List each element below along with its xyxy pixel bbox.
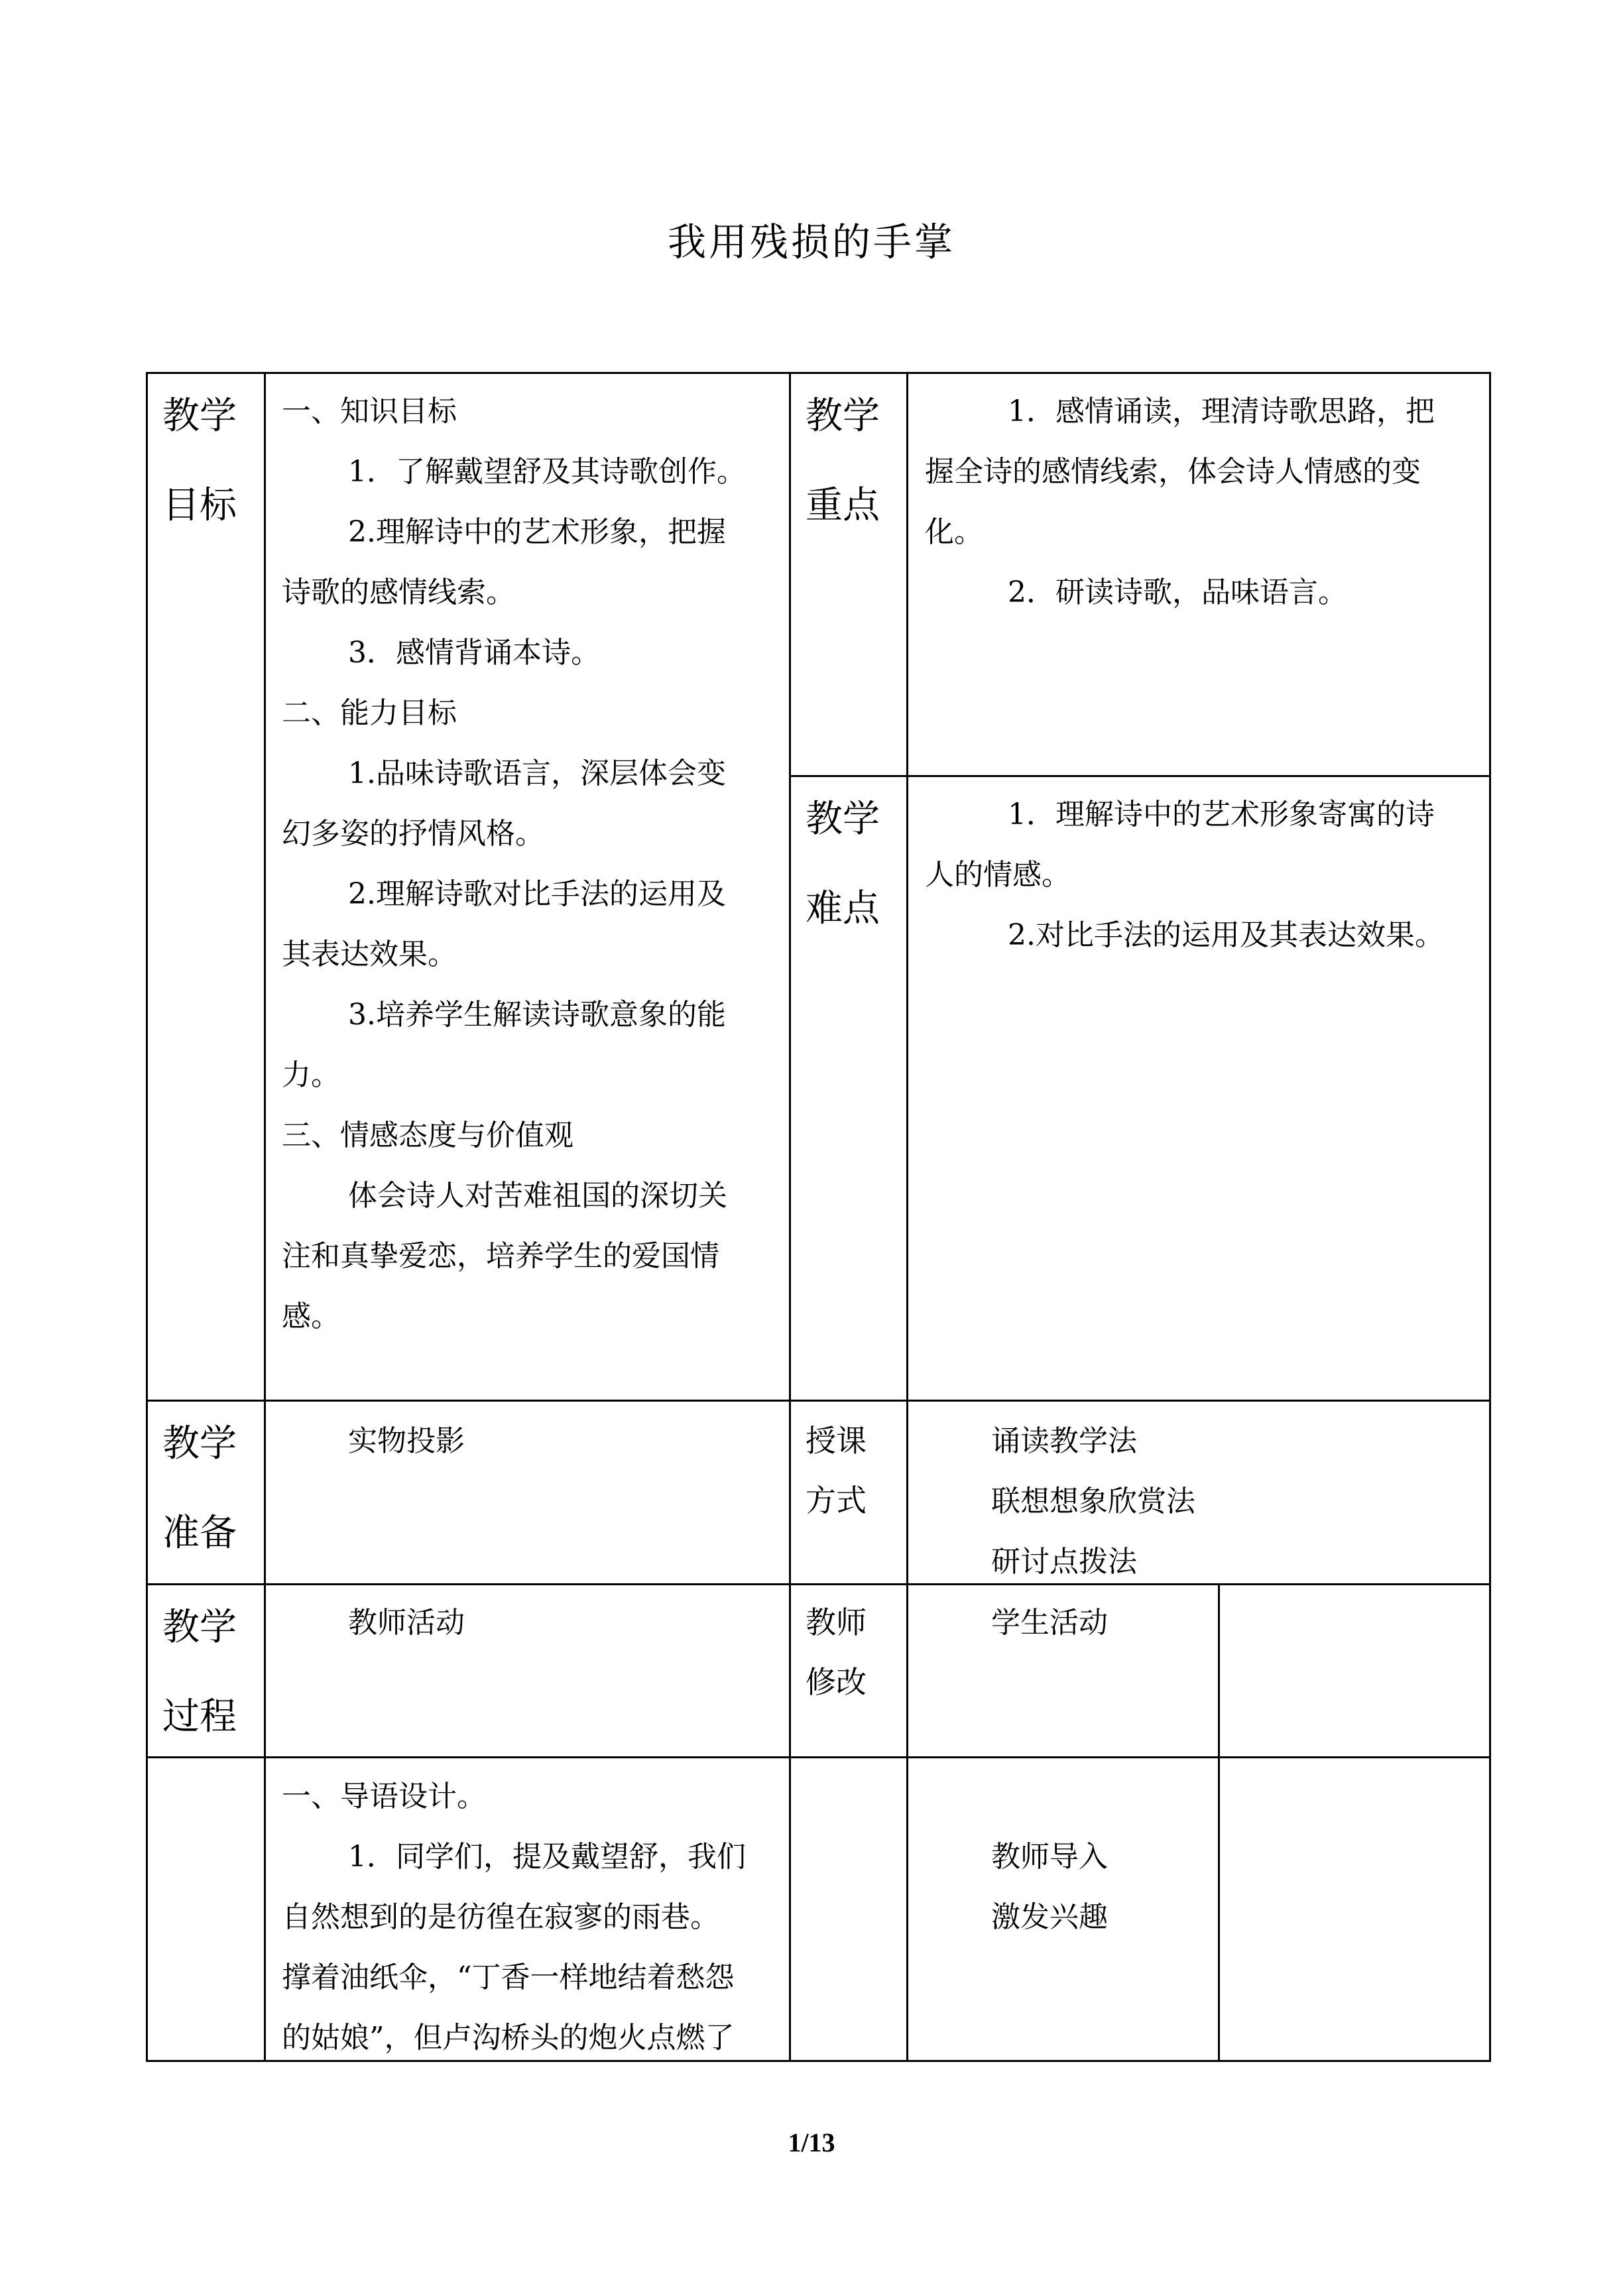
objectives-content: 一、知识目标 1．了解戴望舒及其诗歌创作。 2.理解诗中的艺术形象，把握 诗歌的感情线索。 3．感情背诵本诗。 二、能力目标 1.品味诗歌语言，深层体会变 幻多姿的抒情风格。 2.理解诗歌对比手法的运用及 其表达效果。 3.培养学生解读诗歌意象的能 力。 三、情感态度与价值观 体会诗人对苦难祖国的深切关 注和真挚爱恋，培养学生的爱国情 感。 <box>282 394 746 1333</box>
preparation-label: 教学 准备 <box>162 1422 237 1555</box>
intro-content: 一、导语设计。 1．同学们，提及戴望舒，我们 自然想到的是彷徨在寂寥的雨巷。 撑着油纸伞，“丁香一样地结着愁怨 的姑娘”，但卢沟桥头的炮火点燃了 <box>282 1780 746 2055</box>
student-activity-header: 学生活动 <box>991 1606 1108 1640</box>
process-label: 教学 过程 <box>162 1606 237 1738</box>
teaching-method-content: 诵读教学法 联想想象欣赏法 研讨点拨法 <box>991 1424 1195 1579</box>
key-points-content: 1．感情诵读，理清诗歌思路，把 握全诗的感情线索，体会诗人情感的变 化。 2．研读诗歌，品味语言。 <box>925 394 1435 609</box>
teacher-edit-header: 教师 修改 <box>806 1604 867 1700</box>
teacher-activity-header: 教师活动 <box>348 1606 465 1640</box>
preparation-content: 实物投影 <box>348 1424 465 1458</box>
intro-student-activity: 教师导入 激发兴趣 <box>991 1840 1108 1934</box>
difficulties-label: 教学 难点 <box>806 798 880 930</box>
page-title: 我用残损的手掌 <box>667 219 955 265</box>
objectives-label: 教学 目标 <box>162 394 237 527</box>
page-number: 1/13 <box>788 2128 835 2157</box>
teaching-method-label: 授课 方式 <box>806 1423 867 1518</box>
key-points-label: 教学 重点 <box>806 394 880 527</box>
difficulties-content: 1．理解诗中的艺术形象寄寓的诗 人的情感。 2.对比手法的运用及其表达效果。 <box>925 798 1444 952</box>
